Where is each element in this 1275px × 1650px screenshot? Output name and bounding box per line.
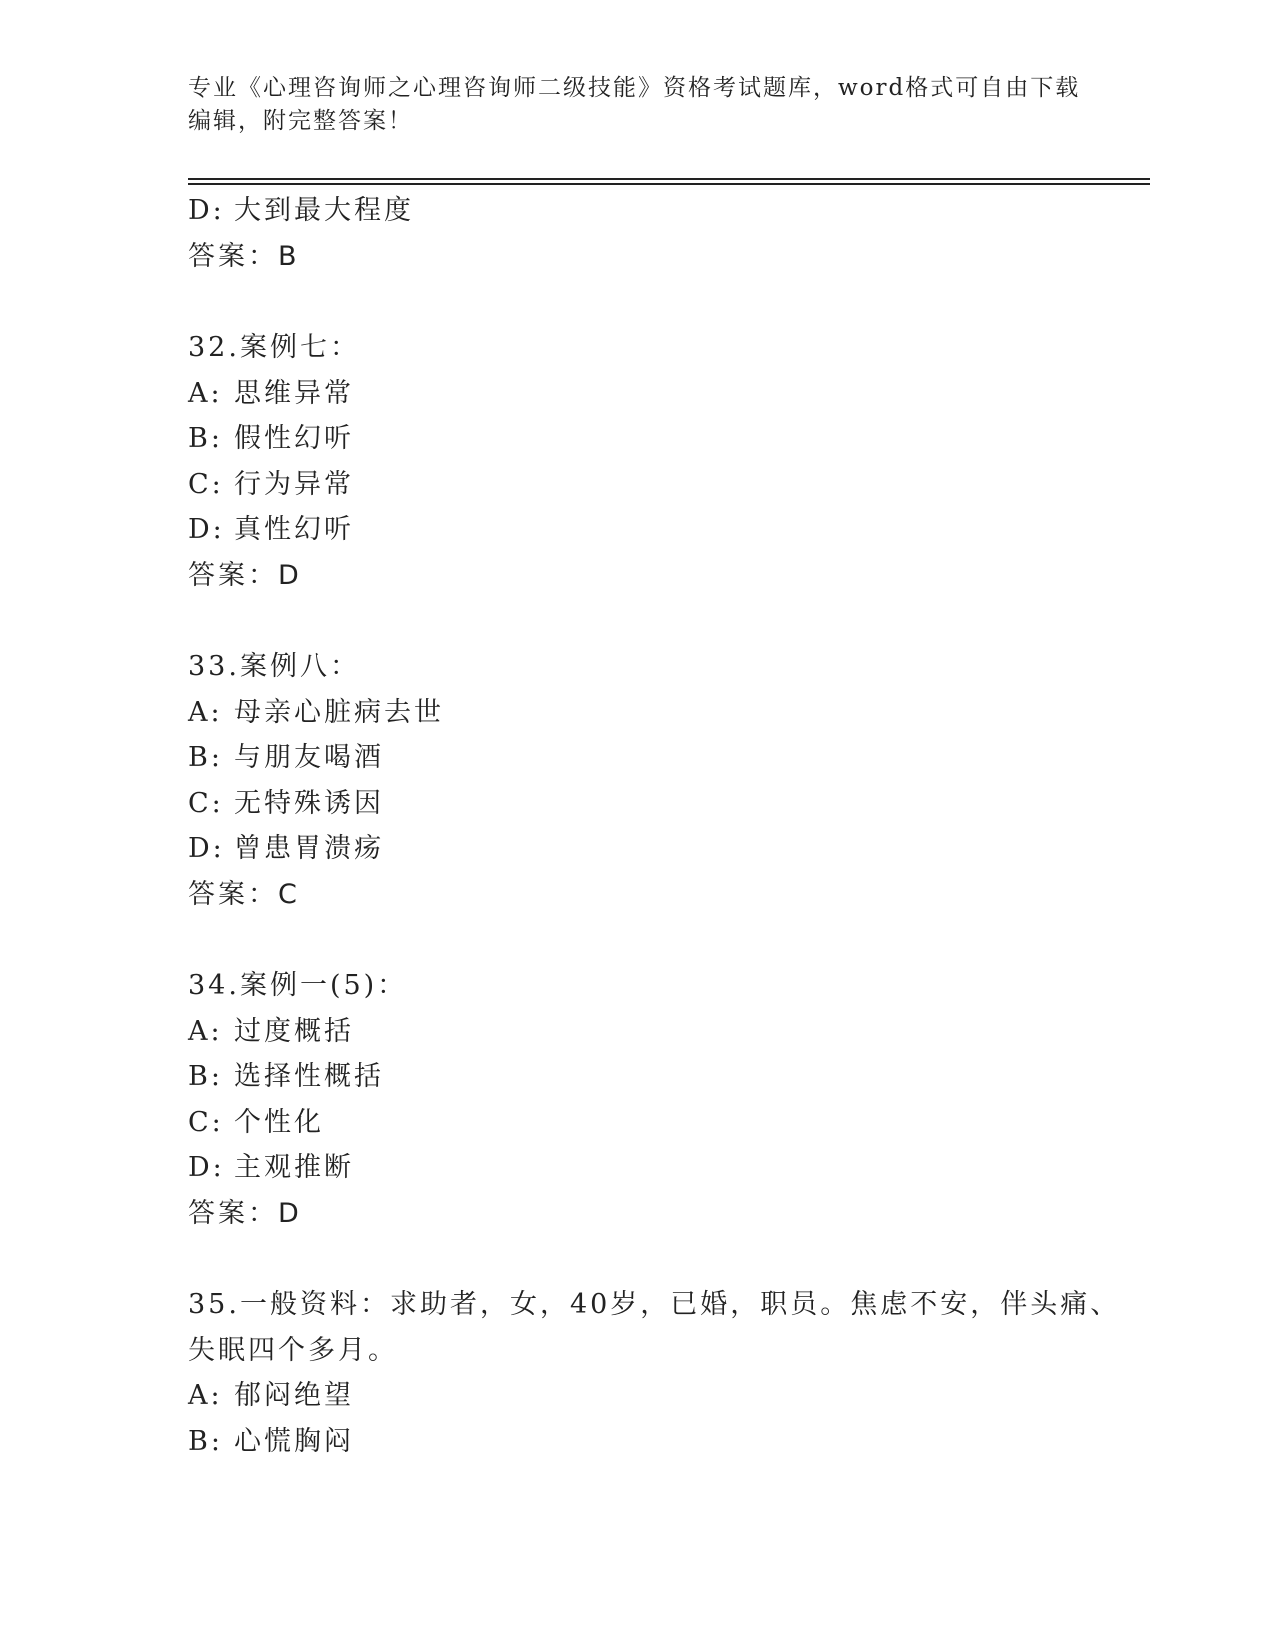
header-divider-top bbox=[188, 178, 1150, 180]
option-text: 行为异常 bbox=[234, 468, 354, 500]
option-letter: B: bbox=[188, 742, 223, 773]
option-d bbox=[188, 826, 1088, 872]
option-letter: A: bbox=[188, 1015, 223, 1047]
option-letter: D: bbox=[188, 1152, 225, 1183]
option-text: 母亲心脏病去世 bbox=[234, 696, 444, 728]
option-a bbox=[188, 1009, 1088, 1055]
option-text: 真性幻听 bbox=[234, 514, 354, 545]
option-letter: D: bbox=[188, 833, 225, 864]
header-divider-bottom bbox=[188, 183, 1150, 185]
option-letter: D: bbox=[188, 195, 225, 226]
option-letter: D: bbox=[188, 514, 225, 545]
option-letter: C: bbox=[188, 1106, 224, 1138]
option-c bbox=[188, 1100, 1088, 1146]
question-stem-line-2: 失眠四个多月。 bbox=[188, 1334, 398, 1366]
question-stem-line-1: 35.一般资料：求助者，女，40岁，已婚，职员。焦虑不安，伴头痛、 bbox=[188, 1289, 1121, 1320]
option-text: 选择性概括 bbox=[234, 1061, 384, 1092]
option-c bbox=[188, 462, 1088, 508]
option-text: 大到最大程度 bbox=[234, 195, 414, 226]
option-a bbox=[188, 371, 1088, 417]
option-b bbox=[188, 1419, 1088, 1465]
option-text: 无特殊诱因 bbox=[234, 787, 384, 819]
option-b bbox=[188, 1054, 1088, 1100]
option-text: 郁闷绝望 bbox=[234, 1380, 354, 1411]
answer-line: 答案：C bbox=[188, 878, 300, 910]
option-d bbox=[188, 1145, 1088, 1191]
spacer bbox=[188, 598, 1088, 644]
option-a bbox=[188, 690, 1088, 736]
option-letter: B: bbox=[188, 1061, 223, 1092]
option-d bbox=[188, 188, 1088, 234]
question-content bbox=[188, 188, 1121, 1464]
answer-line: 答案：B bbox=[188, 240, 300, 272]
option-text: 与朋友喝酒 bbox=[234, 742, 384, 773]
document-header bbox=[188, 72, 1088, 138]
option-text: 假性幻听 bbox=[234, 423, 354, 454]
option-text: 主观推断 bbox=[234, 1152, 354, 1183]
option-b bbox=[188, 416, 1088, 462]
option-text: 曾患胃溃疡 bbox=[234, 833, 384, 864]
option-d bbox=[188, 507, 1088, 553]
option-letter: C: bbox=[188, 468, 224, 500]
option-b bbox=[188, 735, 1088, 781]
option-letter: A: bbox=[188, 696, 223, 728]
option-letter: C: bbox=[188, 787, 224, 819]
spacer bbox=[188, 1236, 1088, 1282]
question-stem: 32.案例七： bbox=[188, 332, 360, 363]
option-a bbox=[188, 1373, 1088, 1419]
spacer bbox=[188, 279, 1088, 325]
question-stem: 34.案例一(5)： bbox=[188, 970, 408, 1001]
question-stem: 33.案例八： bbox=[188, 651, 360, 682]
answer-line: 答案：D bbox=[188, 1197, 302, 1229]
option-letter: A: bbox=[188, 377, 223, 409]
header-line-2: 编辑，附完整答案！ bbox=[188, 108, 413, 134]
option-c bbox=[188, 781, 1088, 827]
option-letter: A: bbox=[188, 1380, 223, 1411]
header-line-1: 专业《心理咨询师之心理咨询师二级技能》资格考试题库，word格式可自由下载 bbox=[188, 75, 1081, 101]
answer-line: 答案：D bbox=[188, 559, 302, 591]
option-text: 心慌胸闷 bbox=[234, 1425, 354, 1457]
option-text: 思维异常 bbox=[234, 377, 354, 409]
option-text: 过度概括 bbox=[234, 1015, 354, 1047]
option-text: 个性化 bbox=[234, 1106, 324, 1138]
option-letter: B: bbox=[188, 1425, 223, 1457]
option-letter: B: bbox=[188, 423, 223, 454]
spacer bbox=[188, 917, 1088, 963]
